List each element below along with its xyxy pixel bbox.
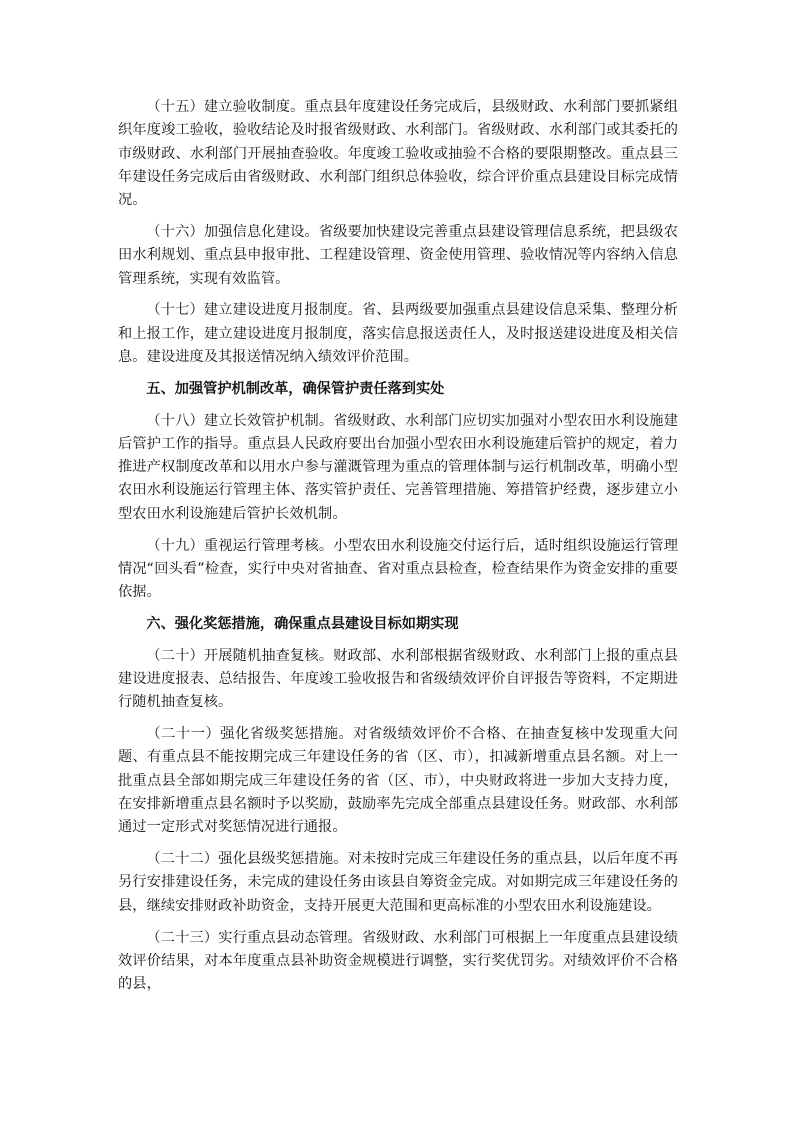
paragraph-22: （二十二）强化县级奖惩措施。对未按时完成三年建设任务的重点县，以后年度不再另行安排建设任务，未完成的建设任务由该县自筹资金完成。对如期完成三年建设任务的县，继续安排财政补助资金，支持开展更大范围和更高标准的小型农田水利设施建设。 <box>118 851 678 914</box>
paragraph-20: （二十）开展随机抽查复核。财政部、水利部根据省级财政、水利部门上报的重点县建设进度报表、总结报告、年度竣工验收报告和省级绩效评价自评报告等资料，不定期进行随机抽查复核。 <box>118 647 678 711</box>
paragraph-18: （十八）建立长效管护机制。省级财政、水利部门应切实加强对小型农田水利设施建后管护工作的指导。重点县人民政府要出台加强小型农田水利设施建后管护的规定，着力推进产权制度改革和以用水户参与灌溉管理为重点的管理体制与运行机制改革，明确小型农田水利设施运行管理主体、落实管护责任、完善管理措施、筹措管护经费，逐步建立小型农田水利设施建后管护长效机制。 <box>118 412 678 522</box>
paragraph-17: （十七）建立建设进度月报制度。省、县两级要加强重点县建设信息采集、整理分析和上报工作，建立建设进度月报制度，落实信息报送责任人，及时报送建设进度及相关信息。建设进度及其报送情况纳入绩效评价范围。 <box>118 302 678 365</box>
section-heading-6: 六、强化奖惩措施，确保重点县建设目标如期实现 <box>146 615 459 632</box>
paragraph-21: （二十一）强化省级奖惩措施。对省级绩效评价不合格、在抽查复核中发现重大问题、有重点县不能按期完成三年建设任务的省（区、市），扣减新增重点县名额。对上一批重点县全部如期完成三年建设任务的省（区、市），中央财政将进一步加大支持力度，在安排新增重点县名额时予以奖励，鼓励率先完成全部重点县建设任务。财政部、水利部通过一定形式对奖惩情况进行通报。 <box>118 726 678 836</box>
paragraph-15: （十五）建立验收制度。重点县年度建设任务完成后，县级财政、水利部门要抓紧组织年度竣工验收，验收结论及时报省级财政、水利部门。省级财政、水利部门或其委托的市级财政、水利部门开展抽查验收。年度竣工验收或抽验不合格的要限期整改。重点县三年建设任务完成后由省级财政、水利部门组织总体验收，综合评价重点县建设目标完成情况。 <box>118 99 678 209</box>
section-heading-5: 五、加强管护机制改革，确保管护责任落到实处 <box>146 380 445 397</box>
paragraph-16: （十六）加强信息化建设。省级要加快建设完善重点县建设管理信息系统，把县级农田水利规划、重点县申报审批、工程建设管理、资金使用管理、验收情况等内容纳入信息管理系统，实现有效监管。 <box>118 223 678 287</box>
paragraph-19: （十九）重视运行管理考核。小型农田水利设施交付运行后，适时组织设施运行管理情况“回头看”检查，实行中央对省抽查、省对重点县检查，检查结果作为资金安排的重要依据。 <box>118 537 678 601</box>
paragraph-23: （二十三）实行重点县动态管理。省级财政、水利部门可根据上一年度重点县建设绩效评价结果，对本年度重点县补助资金规模进行调整，实行奖优罚劣。对绩效评价不合格的县， <box>118 929 678 993</box>
document-page <box>118 96 678 1005</box>
